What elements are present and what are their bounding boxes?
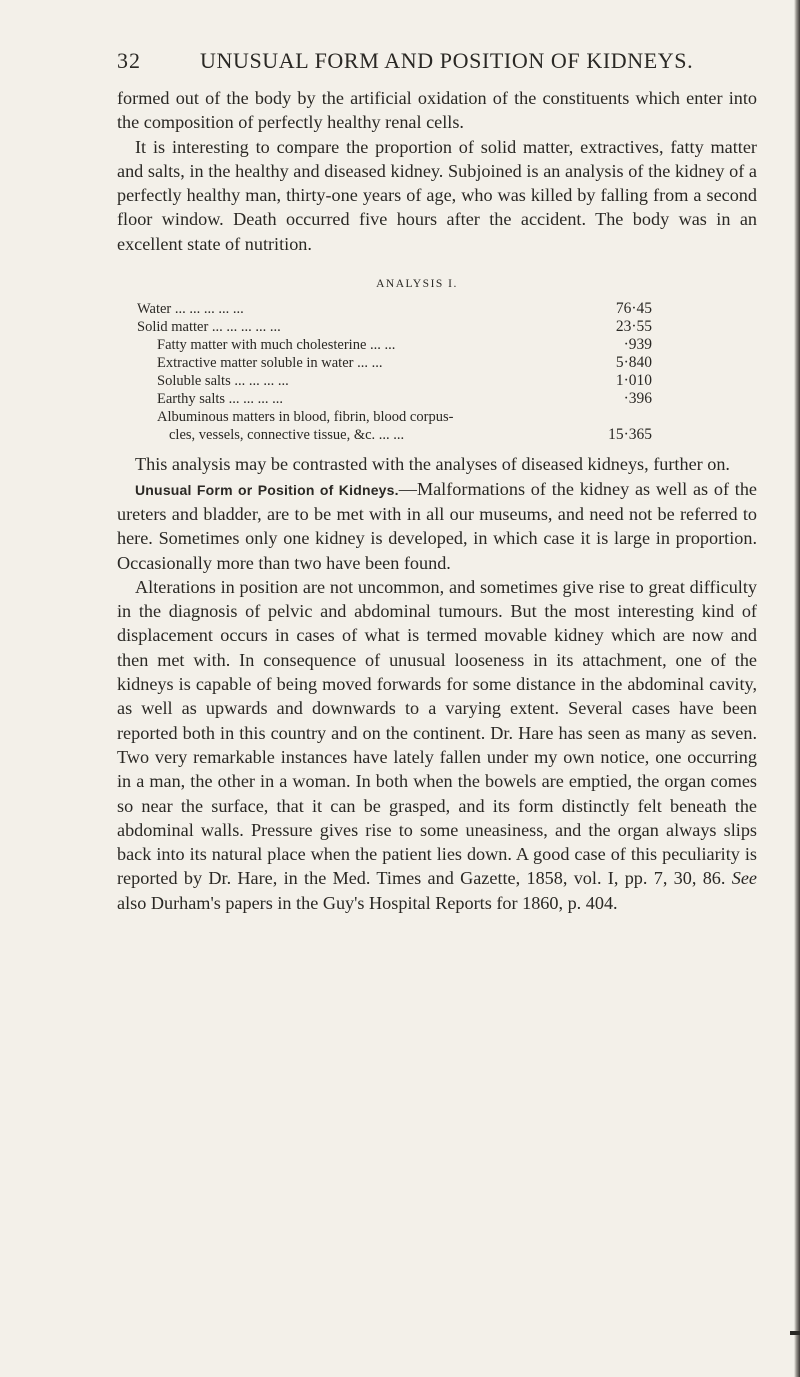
- paragraph-4: [117, 477, 757, 575]
- analysis-value: 5·840: [615, 354, 652, 372]
- analysis-value: 15·365: [608, 426, 652, 444]
- page-edge-mark: [790, 1331, 800, 1335]
- analysis-value: ·396: [623, 390, 652, 408]
- analysis-row: [117, 390, 757, 408]
- analysis-row: [117, 300, 757, 318]
- section-heading: Unusual Form or Position of Kidneys.: [135, 481, 399, 498]
- paragraph-5: [117, 575, 757, 915]
- paragraph-2: It is interesting to compare the proportion of solid matter, extractives, fatty matter and salts, in the healthy and diseased kidney. Subjoined is an analysis of the kidney of a perfectly healthy man, thirty-one years of age, who was killed by falling from a second floor window. Death occurred five hours after the accident. The body was in an excellent state of nutrition.: [117, 136, 757, 254]
- analysis-table: [117, 300, 757, 444]
- paragraph-3: This analysis may be contrasted with the analyses of diseased kidneys, further on.: [135, 454, 730, 475]
- analysis-label: Soluble salts ... ... ... ...: [157, 373, 289, 390]
- analysis-caption: ANALYSIS I.: [376, 278, 458, 291]
- analysis-row: [117, 426, 757, 444]
- page-number: 32: [117, 48, 141, 73]
- page-edge-shadow: [794, 0, 800, 1377]
- paragraph-5-text: Alterations in position are not uncommon, and sometimes give rise to great difficulty in the diagnosis of pelvic and abdominal tumours. But the most interesting kind of displacement occurs in cases of what is termed movable kidney which are now and then met with. In consequence of unusual looseness in its attachment, one of the kidneys is capable of being moved forwards for some distance in the abdominal cavity, as well as upwards and downwards to a varying extent. Several cases have been reported both in this country and on the continent. Dr. Hare has seen as many as seven. Two very remarkable instances have lately fallen under my own notice, one occurring in a man, the other in a woman. In both when the bowels are emptied, the organ comes so near the surface, that it can be grasped, and its form distinctly felt beneath the abdominal walls. Pressure gives rise to some uneasiness, and the organ always slips back into its natural place when the patient lies down. A good case of this peculiarity is reported by Dr. Hare, in the Med. Times and Gazette, 1858, vol. I, pp. 7, 30, 86.: [117, 576, 757, 889]
- running-title: UNUSUAL FORM AND POSITION OF KIDNEYS.: [200, 48, 694, 73]
- analysis-label: Extractive matter soluble in water ... ...: [157, 355, 383, 372]
- paragraph-1: formed out of the body by the artificial oxidation of the constituents which enter into the composition of perfectly healthy renal cells.: [117, 88, 757, 133]
- analysis-row: [117, 318, 757, 336]
- page-body: [117, 86, 757, 915]
- analysis-label: cles, vessels, connective tissue, &c. ... ...: [169, 427, 405, 444]
- paragraph-5-tail: also Durham's papers in the Guy's Hospital Reports for 1860, p. 404.: [117, 892, 618, 913]
- analysis-row: [117, 408, 757, 426]
- see-reference: See: [731, 868, 758, 889]
- analysis-value: 23·55: [615, 318, 652, 336]
- paragraph-4-text: —Malformations of the kidney as well as of the ureters and bladder, are to be met with in all our museums, and need not be referred to here. Sometimes only one kidney is developed, in which case it is large in proportion. Occasionally more than two have been found.: [117, 478, 757, 573]
- analysis-value: 1·010: [615, 372, 652, 390]
- analysis-row: [117, 336, 757, 354]
- analysis-label: Water ... ... ... ... ...: [137, 301, 244, 318]
- analysis-label: Earthy salts ... ... ... ...: [157, 391, 284, 408]
- analysis-label: Solid matter ... ... ... ... ...: [137, 319, 281, 336]
- analysis-label: Fatty matter with much cholesterine ... ...: [157, 337, 396, 354]
- analysis-row: [117, 354, 757, 372]
- analysis-value: 76·45: [615, 300, 652, 318]
- analysis-label: Albuminous matters in blood, fibrin, blood corpus-: [157, 409, 454, 426]
- analysis-value: ·939: [623, 336, 652, 354]
- analysis-row: [117, 372, 757, 390]
- running-header: [117, 48, 757, 78]
